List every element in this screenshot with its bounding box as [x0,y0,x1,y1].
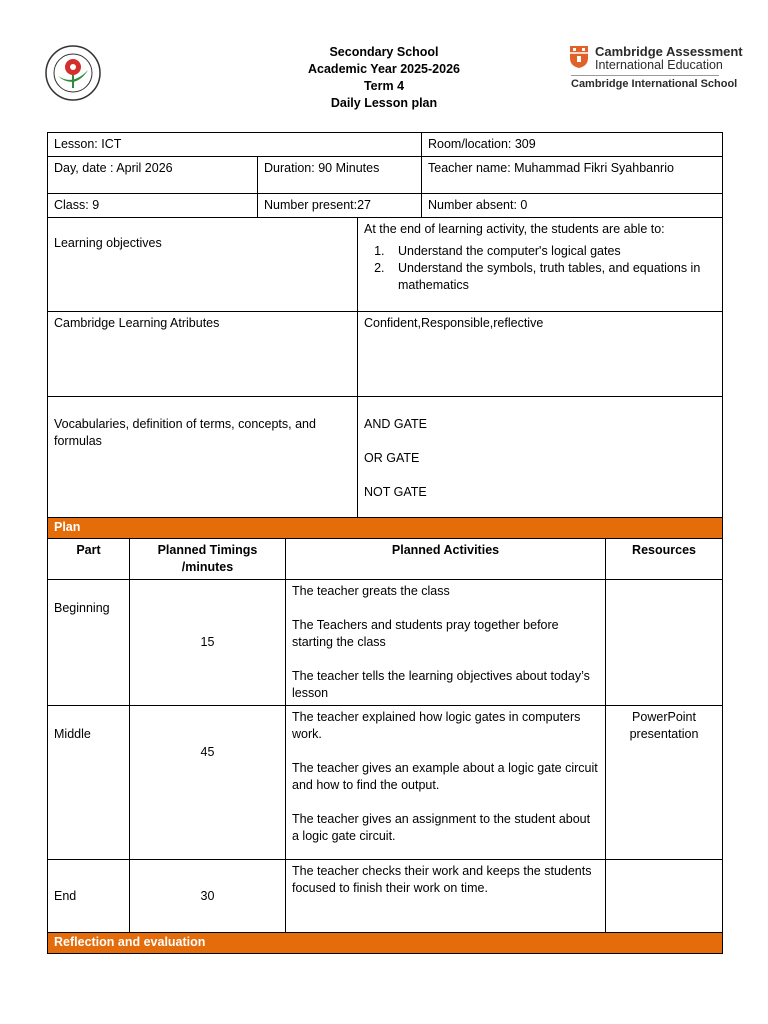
activity-item: The teacher gives an example about a logic gate circuit and how to find the output. [292,761,598,792]
activity-item: The teacher greats the class [292,584,450,598]
cambridge-logo [569,44,743,92]
vocab-item: AND GATE [364,417,427,431]
table-row [48,580,723,706]
activities-cell [286,580,606,706]
lesson-cell: Lesson: ICT [48,133,422,157]
duration-cell: Duration: 90 Minutes [258,157,422,194]
minutes-cell: 45 [130,706,286,860]
plan-heading: Plan [48,518,723,539]
activities-cell [286,860,606,933]
part-cell: End [48,860,130,933]
cambridge-divider [571,75,719,76]
vocab-label: Vocabularies, definition of terms, concepts, and formulas [48,397,358,524]
activity-item: The teacher gives an assignment to the student about a logic gate circuit. [292,812,591,843]
teacher-cell: Teacher name: Muhammad Fikri Syahbanrio [422,157,723,194]
plan-table [47,517,723,954]
part-cell: Beginning [48,580,130,706]
vocab-item: NOT GATE [364,485,427,499]
vocab-cell [358,397,723,524]
table-row [48,706,723,860]
attributes-label: Cambridge Learning Atributes [48,312,358,397]
activity-item: The teacher explained how logic gates in computers work. [292,710,581,741]
room-cell: Room/location: 309 [422,133,723,157]
activity-item: The teacher checks their work and keeps the students focused to finish their work on time. [292,864,592,895]
activities-cell [286,706,606,860]
resources-cell: PowerPoint presentation [606,706,723,860]
objectives-label: Learning objectives [48,218,358,312]
objectives-intro: At the end of learning activity, the students are able to: [364,222,665,236]
header-term: Term 4 [363,79,405,93]
lesson-info-table [47,132,723,524]
activity-item: The teacher tells the learning objectives about today’s lesson [292,669,590,700]
minutes-cell: 15 [130,580,286,706]
column-header-resources: Resources [606,539,723,580]
resources-cell [606,580,723,706]
column-header-activities: Planned Activities [286,539,606,580]
cambridge-line-1: Cambridge Assessment [595,44,743,59]
cambridge-line-3: Cambridge International School [571,78,738,90]
part-cell: Middle [48,706,130,860]
objective-item: 2. Understand the symbols, truth tables, and equations in mathematics [388,260,716,294]
objectives-cell [358,218,723,312]
document-header [234,44,534,112]
reflection-heading: Reflection and evaluation [48,933,723,954]
present-cell: Number present:27 [258,194,422,218]
column-header-part: Part [48,539,130,580]
school-logo [44,44,102,102]
table-row [48,860,723,933]
cambridge-shield-icon [569,45,589,69]
resources-cell [606,860,723,933]
day-date-cell: Day, date : April 2026 [48,157,258,194]
absent-cell: Number absent: 0 [422,194,723,218]
class-cell: Class: 9 [48,194,258,218]
header-school: Secondary School [329,45,439,59]
minutes-cell: 30 [130,860,286,933]
activity-item: The Teachers and students pray together before starting the class [292,618,559,649]
cambridge-line-2: International Education [595,58,723,72]
header-doc-title: Daily Lesson plan [330,96,438,110]
objective-item: 1. Understand the computer's logical gates [388,243,716,260]
attributes-value: Confident,Responsible,reflective [358,312,723,397]
header-academic-year: Academic Year 2025-2026 [308,62,460,76]
column-header-timings: Planned Timings /minutes [130,539,286,580]
objectives-list [364,243,716,294]
vocab-item: OR GATE [364,451,420,465]
